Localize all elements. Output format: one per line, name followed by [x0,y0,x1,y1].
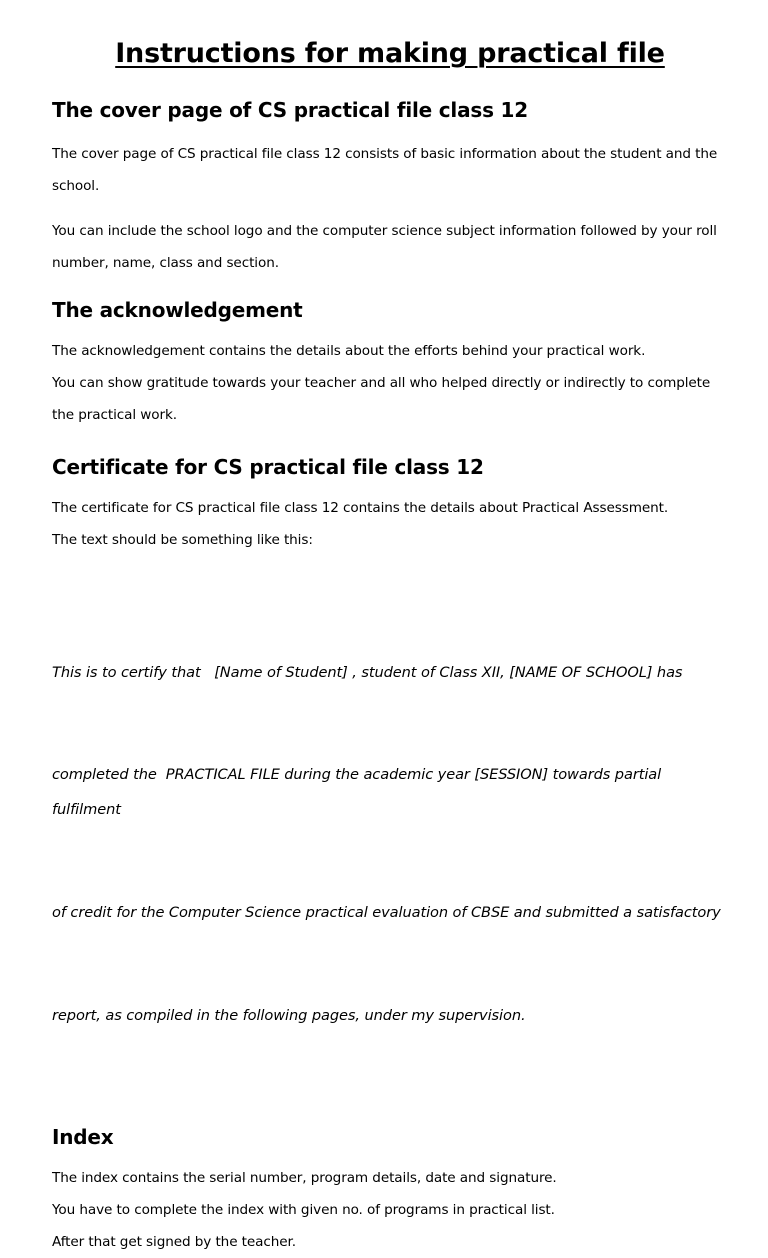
page-title: Instructions for making practical file [115,38,665,69]
acknowledgement-paragraph-1: The acknowledgement contains the details about the efforts behind your practical work. [52,343,646,359]
acknowledgement-paragraph-2: You can show gratitude towards your teacher and all who helped directly or indirectly to complete the practical work. [52,375,711,423]
index-paragraph-1: The index contains the serial number, program details, date and signature. [52,1170,557,1187]
certificate-sample-text [52,587,728,1101]
certificate-heading: Certificate for CS practical file class 12 [52,455,484,479]
acknowledgement-heading: The acknowledgement [52,298,303,322]
cover-page-paragraph-2: You can include the school logo and the computer science subject information followed by your roll number, name, class and section. [52,223,717,271]
certificate-paragraph-2: The text should be something like this: [52,532,313,548]
cover-page-heading: The cover page of CS practical file class 12 [52,98,528,122]
certificate-sample-line-3: of credit for the Computer Science practical evaluation of CBSE and submitted a satisfactory [52,903,721,921]
index-paragraph-3: After that get signed by the teacher. [52,1234,297,1251]
certificate-sample-line-4: report, as compiled in the following pages, under my supervision. [52,1006,526,1024]
certificate-paragraph-1: The certificate for CS practical file class 12 contains the details about Practical Assessment. [52,500,669,516]
index-paragraph-2: You have to complete the index with given no. of programs in practical list. [52,1202,555,1219]
cover-page-paragraph-1: The cover page of CS practical file class 12 consists of basic information about the student and the school. [52,146,718,194]
index-heading: Index [52,1125,114,1150]
certificate-sample-line-1: This is to certify that [Name of Student] , student of Class XII, [NAME OF SCHOOL] has [52,663,683,681]
certificate-sample-line-2: completed the PRACTICAL FILE during the academic year [SESSION] towards partial fulfilment [52,766,666,818]
